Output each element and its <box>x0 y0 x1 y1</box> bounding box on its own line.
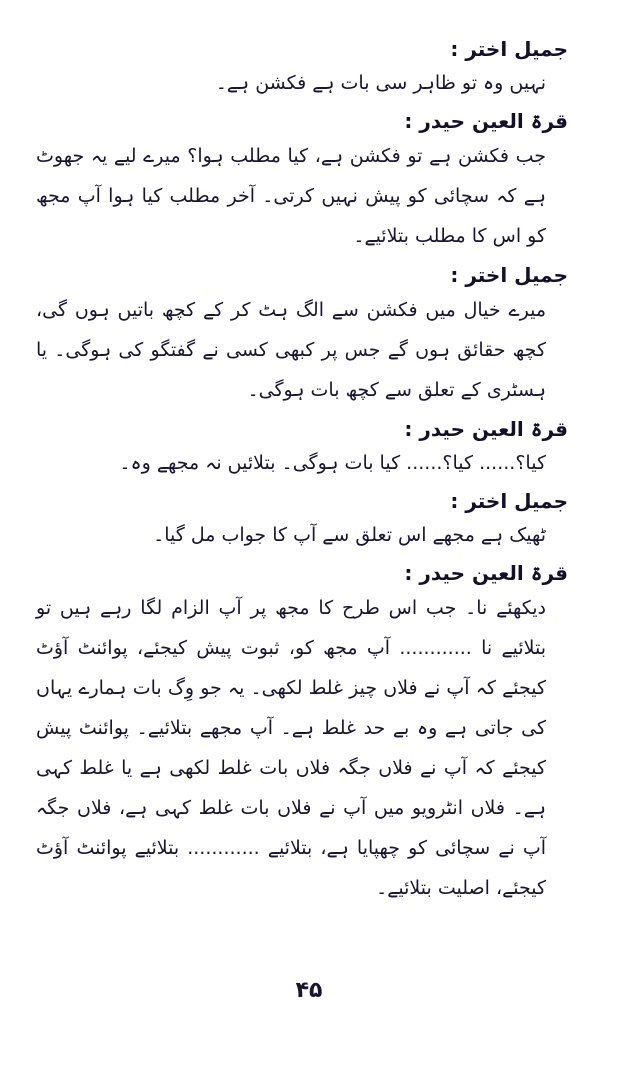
speaker-name: جمیل اختر : <box>450 37 568 61</box>
page-number: ۴۵ <box>295 978 323 1003</box>
dialogue-block <box>36 486 576 554</box>
speech-text: کیا؟...... کیا؟...... کیا بات ہوگی۔ بتلائیں نہ مجھے وہ۔ <box>119 452 546 474</box>
speaker-name: قرۃ العین حیدر : <box>404 109 568 133</box>
speech-text: ٹھیک ہے مجھے اس تعلق سے آپ کا جواب مل گیا۔ <box>153 524 546 546</box>
speaker-name: قرۃ العین حیدر : <box>404 561 568 585</box>
dialogue-block <box>36 106 576 256</box>
speaker-name: جمیل اختر : <box>450 489 568 513</box>
speaker-name: جمیل اختر : <box>450 263 568 287</box>
speaker-name: قرۃ العین حیدر : <box>404 417 568 441</box>
speech-text: میرے خیال میں فکشن سے الگ ہٹ کر کے کچھ باتیں ہوں گی، کچھ حقائق ہوں گے جس پر کبھی کسی نے گفتگو کی ہوگی۔ یا ہسٹری کے تعلق سے کچھ بات ہوگی۔ <box>36 299 546 401</box>
speech-text: دیکھئے نا۔ جب اس طرح کا مجھ پر آپ الزام لگا رہے ہیں تو بتلائیے نا ............ آپ مجھ کو، ثبوت پیش کیجئے، پوائنٹ آؤٹ کیجئے کہ آپ نے فلاں چیز غلط لکھی۔ یہ جو وِگ بات ہمارے یہاں کی جاتی ہے وہ بے حد غلط ہے۔ آپ مجھے بتلائیے۔ پوائنٹ پیش کیجئے کہ آپ نے فلاں جگہ فلاں بات غلط لکھی ہے یا غلط کہی ہے۔ فلاں انٹرویو میں آپ نے فلاں بات غلط کہی ہے، فلاں جگہ آپ نے سچائی کو چھپایا ہے، بتلائیے ............ بتلائیے پوائنٹ آؤٹ کیجئے، اصلیت بتلائیے۔ <box>36 597 546 899</box>
dialogue-block <box>36 414 576 482</box>
dialogue-block <box>36 558 576 908</box>
speech-text: جب فکشن ہے تو فکشن ہے، کیا مطلب ہوا؟ میرے لیے یہ جھوٹ ہے کہ سچائی کو پیش نہیں کرتی۔ آخر مطلب کیا ہوا آپ مجھ کو اس کا مطلب بتلائیے۔ <box>36 145 546 247</box>
speech-text: نہیں وہ تو ظاہر سی بات ہے فکشن ہے۔ <box>215 72 546 94</box>
dialogue-block <box>36 34 576 102</box>
dialogue-block <box>36 260 576 410</box>
